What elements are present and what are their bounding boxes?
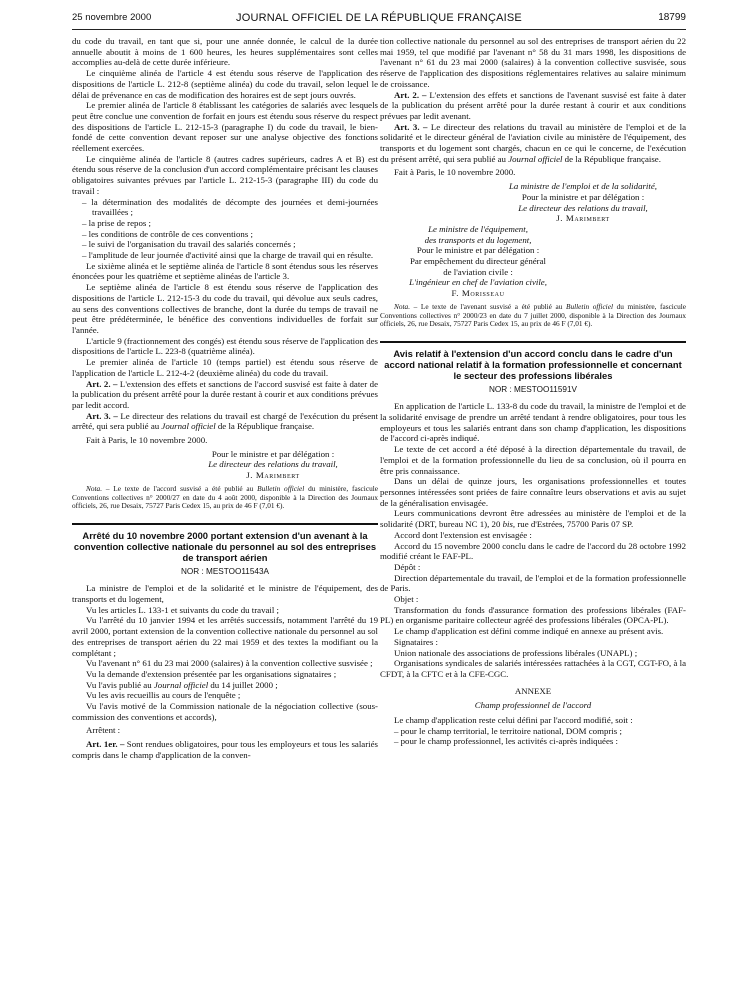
signature-title: Le directeur des relations du travail,	[518, 202, 648, 213]
nota-text: du ministère, fascicule Conventions collectives n° 2000/23 en date du 7 juillet 2000, disponible à la Direction des Journaux officiels, 26, rue Desaix, 75727 Paris Cedex 15, au prix de 46 F (7,01 €).	[380, 301, 686, 329]
paragraph: Organisations syndicales de salariés intéressées rattachées à la CGT, CGT-FO, à la CFDT, à la CFTC et à la CFE-CGC.	[380, 658, 686, 679]
section-rule	[72, 523, 378, 525]
section-rule	[380, 341, 686, 343]
paragraph: du code du travail, en tant que si, pour une année donnée, le calcul de la durée annuelle aboutit à moins de 1 600 heures, les heures supplémentaires sont celles accomplies au-delà de cette durée inférieure.	[72, 36, 378, 68]
header-page-number: 18799	[658, 12, 686, 23]
article-label: Art. 2. –	[86, 378, 118, 389]
article-text: Le directeur des relations du travail est chargé de l'exécution du présent arrêté, qui sera publié au	[72, 410, 378, 432]
signatory-name: F. Morisseau	[451, 288, 505, 299]
header-date: 25 novembre 2000	[72, 12, 152, 23]
paragraph: L'article 9 (fractionnement des congés) est étendu sous réserve de l'application des dispositions de l'article L. 223-8 (quatrième alinéa).	[72, 335, 378, 357]
nota-text: du ministère, fascicule Conventions collectives n° 2000/27 en date du 4 août 2000, disponible à la Direction des Journaux officiels, 26, rue Desaix, 75727 Paris Cedex 15, au prix de 46 F (7,01 €).	[72, 483, 378, 511]
article-3	[72, 411, 378, 432]
article-2	[72, 379, 378, 411]
article-text: L'extension des effets et sanctions de l'avenant susvisé est faite à dater de la publication du présent arrêté pour la durée restant à courir et aux conditions prévues par ledit avenant.	[380, 89, 686, 121]
section-label: Dépôt :	[394, 561, 421, 572]
paragraph: tion collective nationale du personnel au sol des entreprises de transport aérien du 22 mai 1959, tel que modifié par l'avenant n° 58 du 31 mars 1998, les dispositions de l'avenant n° 61 du 23 mai 2000 (salaires) à la convention collective susvisée, sous réserve de l'application des dispositions réglementaires relatives au salaire minimum de croissance.	[380, 36, 686, 89]
visa: Vu l'avis publié au Journal officiel du 14 juillet 2000 ;	[86, 679, 278, 690]
signature-line: Par empêchement du directeur général	[409, 256, 547, 267]
visa: Vu la demande d'extension présentée par les organisations signataires ;	[86, 668, 337, 679]
section-label: Signataires :	[394, 636, 438, 647]
decree-title: Arrêté du 10 novembre 2000 portant extension d'un avenant à la convention collective nationale du personnel au sol des entreprises de transport aérien	[73, 530, 377, 563]
paragraph: Le champ d'application est défini comme indiqué en annexe au présent avis.	[394, 626, 664, 637]
list-item: – la détermination des modalités de décompte des journées et demi-journées travaillées ;	[82, 196, 378, 218]
signature-line: Pour le ministre et par délégation :	[416, 245, 540, 256]
article-label: Art. 2. –	[394, 89, 427, 100]
nota-label: Nota.	[394, 301, 411, 311]
article-label: Art. 3. –	[394, 121, 428, 132]
paragraph: Le champ d'application reste celui défini par l'accord modifié, soit :	[394, 715, 633, 726]
section-label: Objet :	[394, 594, 419, 605]
signatory-name: J. Marimbert	[556, 213, 610, 224]
left-column	[72, 36, 378, 761]
signature-line: Pour le ministre et par délégation :	[211, 448, 335, 459]
article-label: Art. 1er. –	[86, 739, 125, 750]
header-title: JOURNAL OFFICIEL DE LA RÉPUBLIQUE FRANÇAISE	[236, 12, 522, 24]
paragraph: Le cinquième alinéa de l'article 8 (autres cadres supérieurs, cadres A et B) est étendu sous réserve de la conclusion d'un accord complémentaire précisant les clauses obligatoires suivantes prévues par l'article L. 212-15-3 (paragraphe III) du code du travail :	[72, 153, 378, 196]
article-3	[380, 122, 686, 165]
paragraph: Le sixième alinéa et le septième alinéa de l'article 8 sont étendus sous les réserves énoncées pour les quatrième et septième alinéas de l'article 3.	[72, 260, 378, 282]
paragraph: En application de l'article L. 133-8 du code du travail, la ministre de l'emploi et de la solidarité envisage de prendre un arrêté tendant à rendre obligatoires, pour tous les employeurs et tous les salariés entrant dans son champ d'application, les dispositions de l'accord ci-après indiqué.	[380, 401, 686, 444]
date-place: Fait à Paris, le 10 novembre 2000.	[394, 167, 516, 178]
visa: Vu l'avenant n° 61 du 23 mai 2000 (salaires) à la convention collective susvisée ;	[86, 658, 373, 669]
article-text: de la République française.	[215, 421, 315, 432]
bulletin-ref: Bulletin officiel	[257, 483, 305, 493]
annexe-subheading: Champ professionnel de l'accord	[474, 700, 592, 711]
paragraph: Accord dont l'extension est envisagée :	[394, 529, 532, 540]
signature-title: L'ingénieur en chef de l'aviation civile,	[409, 277, 547, 288]
paragraph: Le premier alinéa de l'article 10 (temps partiel) est étendu sous réserve de l'application de l'article L. 212-4-2 (deuxième alinéa) du code du travail.	[72, 357, 378, 378]
article-text: de la République française.	[562, 153, 661, 164]
list-item: – pour le champ professionnel, les activités ci-après indiquées :	[394, 736, 618, 747]
paragraph: Le cinquième alinéa de l'article 4 est étendu sous réserve de l'application des dispositions de l'article L. 212-8 (septième alinéa) du code du travail, selon lequel le délai de prévenance en cas de modification des horaires est de sept jours ouvrés.	[72, 68, 378, 100]
article-1	[72, 739, 378, 760]
paragraph: Accord du 15 novembre 2000 conclu dans le cadre de l'accord du 28 octobre 1992 modifié créant le FAF-PL.	[380, 540, 686, 562]
nota-note	[380, 303, 686, 329]
signature-title: La ministre de l'emploi et de la solidarité,	[509, 181, 657, 192]
page-header	[72, 12, 686, 26]
article-text: Le directeur des relations du travail au ministère de l'emploi et de la solidarité et le directeur général de l'aviation civile au ministère de l'équipement, des transports et du logement sont chargés, chacun en ce qui le concerne, de l'exécution du présent arrêté, qui sera publié au	[380, 121, 686, 164]
nota-label: Nota.	[86, 483, 103, 493]
list-item: – pour le champ territorial, le territoire national, DOM compris ;	[394, 725, 622, 736]
visa: Vu les avis recueillis au cours de l'enquête ;	[86, 690, 241, 701]
nota-note	[72, 485, 378, 511]
signature-title: des transports et du logement,	[424, 234, 532, 245]
visa: Vu l'avis motivé de la Commission nationale de la négociation collective (sous-commission des conventions et accords),	[72, 701, 378, 722]
journal-officiel-ref: Journal officiel	[161, 421, 216, 432]
article-label: Art. 3. –	[86, 410, 118, 421]
notice-title: Avis relatif à l'extension d'un accord conclu dans le cadre d'un accord national relatif à la formation professionnelle et concernant le secteur des professions libérales	[384, 348, 682, 381]
arretent: Arrêtent :	[86, 725, 121, 736]
signature-line: Pour la ministre et par délégation :	[521, 191, 645, 202]
list-item: – la prise de repos ;	[82, 217, 152, 228]
header-rule	[72, 29, 686, 30]
paragraph: La ministre de l'emploi et de la solidarité et le ministre de l'équipement, des transports et du logement,	[72, 583, 378, 605]
right-column	[380, 36, 686, 747]
paragraph: Direction départementale du travail, de l'emploi et de la formation professionnelle de Paris.	[380, 572, 686, 594]
paragraph: Leurs communications devront être adressées au ministère de l'emploi et de la solidarité (DRT, bureau NC 1), 20 bis, rue d'Estrées, 75700 Paris 07 SP.	[380, 508, 686, 530]
paragraph: Le texte de cet accord a été déposé à la direction départementale du travail, de l'emploi et de la formation professionnelle du lieu de sa conclusion, où il pourra en être pris connaissance.	[380, 444, 686, 476]
article-text: Sont rendues obligatoires, pour tous les employeurs et tous les salariés compris dans le champ d'application de la conven-	[72, 739, 379, 760]
paragraph: Union nationale des associations de professions libérales (UNAPL) ;	[394, 647, 638, 658]
visa: Vu les articles L. 133-1 et suivants du code du travail ;	[86, 604, 279, 615]
paragraph: Dans un délai de quinze jours, les organisations professionnelles et toutes personnes intéressées sont priées de faire connaître leurs observations et avis au sujet de la généralisation envisagée.	[380, 476, 686, 508]
nor-reference: NOR : MESTOO11543A	[181, 566, 269, 576]
nota-text: – Le texte de l'avenant susvisé a été publié au	[410, 301, 567, 311]
visa: Vu l'arrêté du 10 janvier 1994 et les arrêtés successifs, notamment l'arrêté du 19 avril 2000, portant extension de la convention collective nationale du personnel au sol des entreprises de transport aérien du 22 mai 1959 et des textes la modifiant ou la complétant ;	[72, 615, 378, 658]
list-item: – les conditions de contrôle de ces conventions ;	[82, 228, 253, 239]
journal-officiel-ref: Journal officiel	[508, 153, 563, 164]
paragraph: Le septième alinéa de l'article 8 est étendu sous réserve de l'application des dispositions de l'article L. 212-15-3 du code du travail, qui dévolue aux seuls cadres, au sens des conventions collectives de branche, dont la durée du temps de travail ne peut être prédéterminée, le bénéfice des conventions individuelles de forfait sur l'année.	[72, 282, 378, 335]
article-2	[380, 90, 686, 122]
annexe-heading: ANNEXE	[514, 685, 552, 696]
list-item: – le suivi de l'organisation du travail des salariés concernés ;	[82, 239, 296, 250]
list-item: – l'amplitude de leur journée d'activité ainsi que la charge de travail qui en résulte.	[82, 250, 374, 261]
date-place: Fait à Paris, le 10 novembre 2000.	[86, 435, 208, 446]
signatory-name: J. Marimbert	[246, 470, 300, 481]
nor-reference: NOR : MESTOO11591V	[489, 384, 577, 394]
paragraph: Le premier alinéa de l'article 8 établissant les catégories de salariés avec lesquels peut être conclue une convention de forfait en jours est étendu sous réserve du respect des dispositions de l'article L. 212-15-3 (paragraphe I) du code du travail, le bien-fondé de cette convention devant reposer sur une analyse objective des fonctions réellement exercées.	[72, 100, 378, 154]
nota-text: – Le texte de l'accord susvisé a été publié au	[102, 483, 258, 493]
article-text: L'extension des effets et sanctions de l'accord susvisé est faite à dater de la publication du présent arrêté pour la durée restant à courir et aux conditions prévues par ledit accord.	[72, 378, 378, 410]
bulletin-ref: Bulletin officiel	[566, 301, 613, 311]
paragraph: Transformation du fonds d'assurance formation des professions libérales (FAF-PL) en organisme paritaire collecteur agréé des professions libérales (OPCA-PL).	[380, 604, 686, 626]
signature-title: Le ministre de l'équipement,	[428, 223, 528, 234]
signature-title: Le directeur des relations du travail,	[208, 459, 338, 470]
signature-line: de l'aviation civile :	[443, 266, 513, 277]
